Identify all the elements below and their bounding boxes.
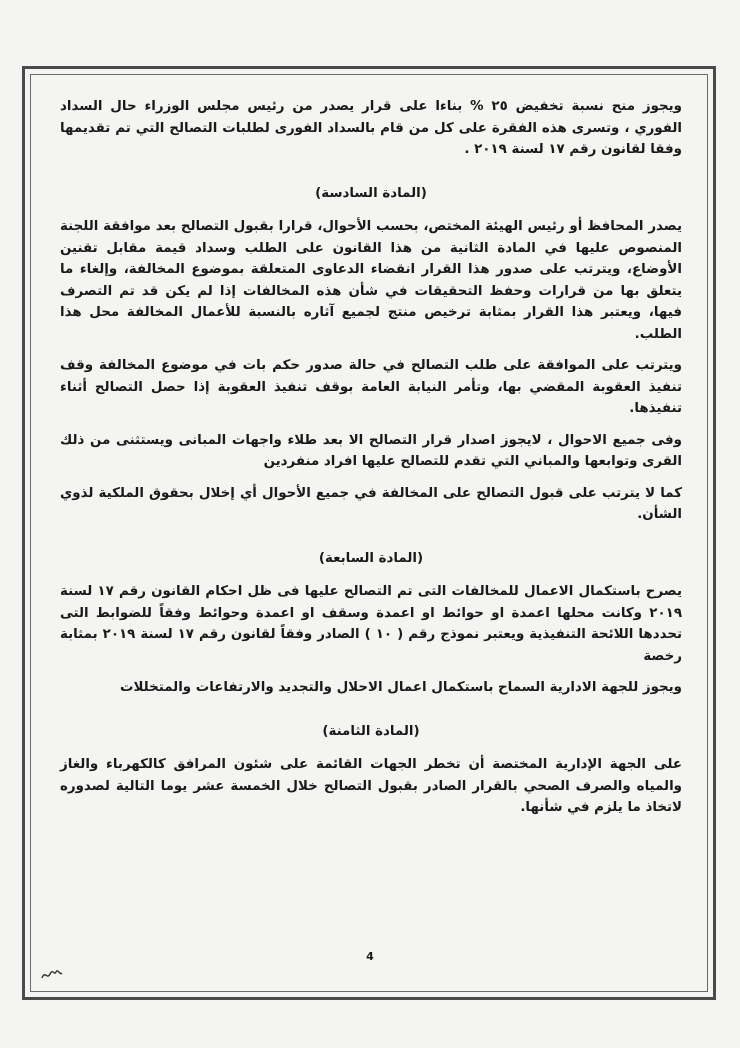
signature-mark [40,964,64,982]
paragraph: يصدر المحافظ أو رئيس الهيئة المختص، بحسب الأحوال، قرارا بقبول التصالح بعد موافقة اللجنة المنصوص عليها في المادة الثانية من هذا القانون على الطلب وسداد قيمة مقابل تقنين الأوضاع، ويترتب على صدور هذا القرار انقضاء الدعاوى المتعلقة بموضوع المخالفة، وإلغاء ما يتعلق بها من قرارات وحفظ التحقيقات في شأن هذه المخالفات إذا لم يكن قد تم التصرف فيها، ويعتبر هذا القرار بمثابة ترخيص منتج لجميع آثاره بالنسبة للأعمال المخالفة محل هذا الطلب. [60,219,682,342]
article-heading: (المادة السادسة) [315,185,427,201]
paragraph: يصرح باستكمال الاعمال للمخالفات التى تم التصالح عليها فى ظل احكام القانون رقم ١٧ لسنة ٢٠١٩ وكانت محلها اعمدة او حوائط او اعمدة وسقف او اعمدة وحوائط وفقاً للضوابط التى تحددها اللائحة التنفيذية ويعتبر نموذج رقم ( ١٠ ) الصادر وفقاً لقانون رقم ١٧ لسنة ٢٠١٩ بمثابة رخصة [60,584,682,664]
paragraph: وفى جميع الاحوال ، لايجوز اصدار قرار التصالح الا بعد طلاء واجهات المبانى ويستثنى من ذلك القرى وتوابعها والمباني التي تقدم للتصالح عليها افراد منفردين [60,432,682,469]
page-number: 4 [366,950,374,963]
paragraph: كما لا يترتب على قبول التصالح على المخالفة في جميع الأحوال أي إخلال بحقوق الملكية لذوي الشأن. [60,485,682,522]
paragraph: على الجهة الإدارية المختصة أن تخطر الجهات القائمة على شئون المرافق كالكهرباء والغاز والمياه والصرف الصحي بالقرار الصادر بقبول التصالح خلال الخمسة عشر يوما التالية لصدوره لاتخاذ ما يلزم في شأنها. [60,757,682,815]
article-heading: (المادة الثامنة) [322,723,420,739]
paragraph: ويجوز للجهة الادارية السماح باستكمال اعمال الاحلال والتجديد والارتفاعات والمتخللات [119,680,682,695]
article-heading: (المادة السابعة) [318,550,424,566]
paragraph: ويجوز منح نسبة تخفيض ٢٥ % بناءا على قرار يصدر من رئيس مجلس الوزراء حال السداد الفوري ، وتسرى هذه الفقرة على كل من قام بالسداد الفورى لطلبات التصالح التي تم تقديمها وفقا لقانون رقم ١٧ لسنة ٢٠١٩ . [60,99,683,157]
paragraph: ويترتب على الموافقة على طلب التصالح في حالة صدور حكم بات في موضوع المخالفة وقف تنفيذ العقوبة المقضي بها، وتأمر النيابة العامة بوقف تنفيذ العقوبة إذا حصل التصالح أثناء تنفيذها. [60,358,682,416]
document-body [60,96,682,829]
